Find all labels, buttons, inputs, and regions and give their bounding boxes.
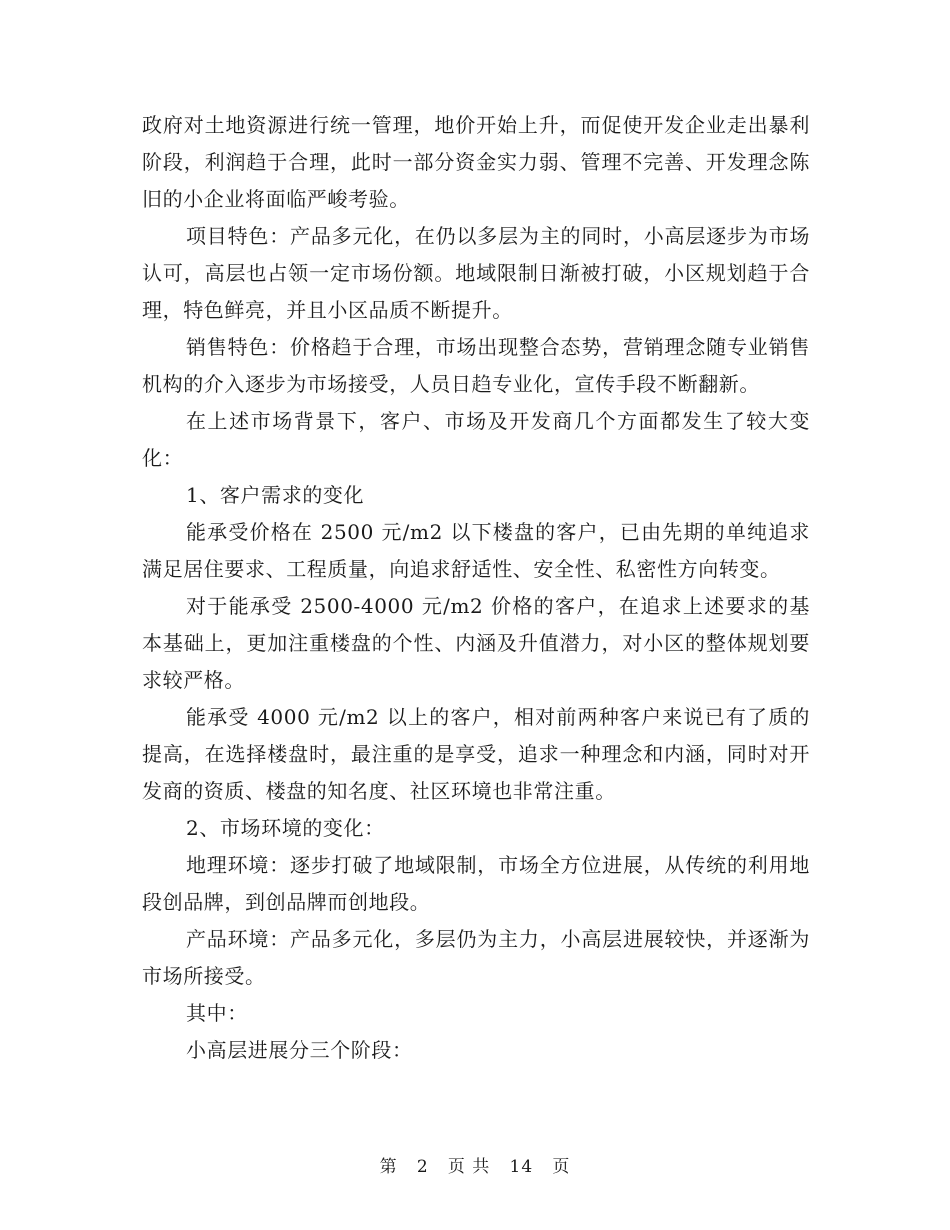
footer-middle: 页 共: [447, 1157, 491, 1177]
paragraph-project-features: 项目特色：产品多元化，在仍以多层为主的同时，小高层逐步为市场认可，高层也占领一定市场份额。地域限制日渐被打破，小区规划趋于合理，特色鲜亮，并且小区品质不断提升。: [142, 224, 810, 322]
paragraph-1: 政府对土地资源进行统一管理，地价开始上升，而促使开发企业走出暴利阶段，利润趋于合理，此时一部分资金实力弱、管理不完善、开发理念陈旧的小企业将面临严峻考验。: [142, 113, 810, 211]
heading-customer-demand: 1、客户需求的变化: [186, 483, 365, 507]
page-footer: [0, 1152, 950, 1177]
document-body: [142, 107, 810, 1069]
footer-suffix: 页: [552, 1157, 571, 1177]
heading-market-environment: 2、市场环境的变化：: [186, 816, 385, 840]
footer-total-pages: 14: [509, 1157, 534, 1177]
paragraph-customer-below-2500: 能承受价格在 2500 元/m2 以下楼盘的客户，已由先期的单纯追求满足居住要求、工程质量，向追求舒适性、安全性、私密性方向转变。: [142, 520, 810, 581]
paragraph-geographic-environment: 地理环境：逐步打破了地域限制，市场全方位进展，从传统的利用地段创品牌，到创品牌而创地段。: [142, 853, 810, 914]
paragraph-product-environment: 产品环境：产品多元化，多层仍为主力，小高层进展较快，并逐渐为市场所接受。: [142, 927, 810, 988]
paragraph-small-highrise-stages: 小高层进展分三个阶段：: [186, 1038, 413, 1062]
footer-page-number: 2: [416, 1157, 429, 1177]
paragraph-sales-features: 销售特色：价格趋于合理，市场出现整合态势，营销理念随专业销售机构的介入逐步为市场接受，人员日趋专业化，宣传手段不断翻新。: [142, 335, 810, 396]
paragraph-market-background: 在上述市场背景下，客户、市场及开发商几个方面都发生了较大变化：: [142, 409, 810, 470]
paragraph-customer-above-4000: 能承受 4000 元/m2 以上的客户，相对前两种客户来说已有了质的提高，在选择楼盘时，最注重的是享受，追求一种理念和内涵，同时对开发商的资质、楼盘的知名度、社区环境也非常注重。: [142, 705, 810, 803]
footer-prefix: 第: [379, 1157, 398, 1177]
paragraph-among-them: 其中：: [186, 1001, 248, 1025]
paragraph-customer-2500-4000: 对于能承受 2500-4000 元/m2 价格的客户，在追求上述要求的基本基础上，更加注重楼盘的个性、内涵及升值潜力，对小区的整体规划要求较严格。: [142, 594, 810, 692]
